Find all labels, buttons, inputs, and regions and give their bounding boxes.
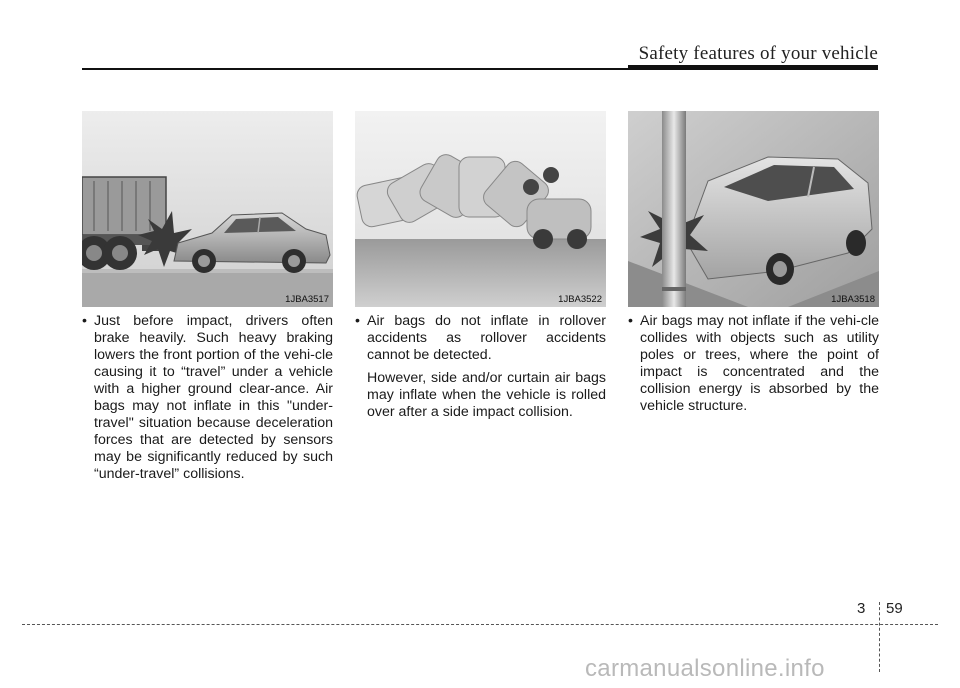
pole-collision-illustration	[628, 111, 879, 307]
bullet-marker: •	[628, 313, 633, 329]
figure-rollover	[355, 111, 606, 307]
rollover-illustration	[355, 111, 606, 307]
figure-code: 1JBA3522	[558, 294, 602, 305]
bullet-marker: •	[355, 313, 360, 329]
column-under-travel	[82, 313, 333, 483]
paragraph-text: Air bags do not inflate in rollover accidents as rollover accidents cannot be detected.	[367, 313, 606, 363]
follow-paragraph: However, side and/or curtain air bags may inflate when the vehicle is rolled over after a side impact collision.	[367, 370, 606, 420]
paragraph-text: Air bags may not inflate if the vehi-cle collides with objects such as utility poles or trees, where the point of impact is concentrated and the collision energy is absorbed by the vehicle structure.	[640, 313, 879, 414]
figure-code: 1JBA3518	[831, 294, 875, 305]
page-header-title: Safety features of your vehicle	[638, 43, 878, 64]
page-number-separator	[879, 602, 880, 672]
figure-pole-collision	[628, 111, 879, 307]
footer-rule	[22, 624, 938, 625]
watermark: carmanualsonline.info	[585, 655, 825, 682]
chapter-number: 3	[857, 600, 866, 617]
bullet-marker: •	[82, 313, 87, 329]
column-pole-collision	[628, 313, 879, 415]
bullet-paragraph	[355, 313, 606, 364]
header-rule-accent	[628, 65, 878, 70]
page-number: 59	[886, 600, 903, 617]
bullet-paragraph	[82, 313, 333, 483]
under-travel-illustration	[82, 111, 333, 307]
figure-code: 1JBA3517	[285, 294, 329, 305]
paragraph-text: Just before impact, drivers often brake heavily. Such heavy braking lowers the front portion of the vehi-cle causing it to “travel” under a vehicle with a higher ground clear-ance. Air bags may not inflate in this "under-travel" situation because deceleration forces that are detected by sensors may be significantly reduced by such “under-travel” collisions.	[94, 313, 333, 482]
bullet-paragraph	[628, 313, 879, 415]
figure-under-travel	[82, 111, 333, 307]
column-rollover	[355, 313, 606, 421]
